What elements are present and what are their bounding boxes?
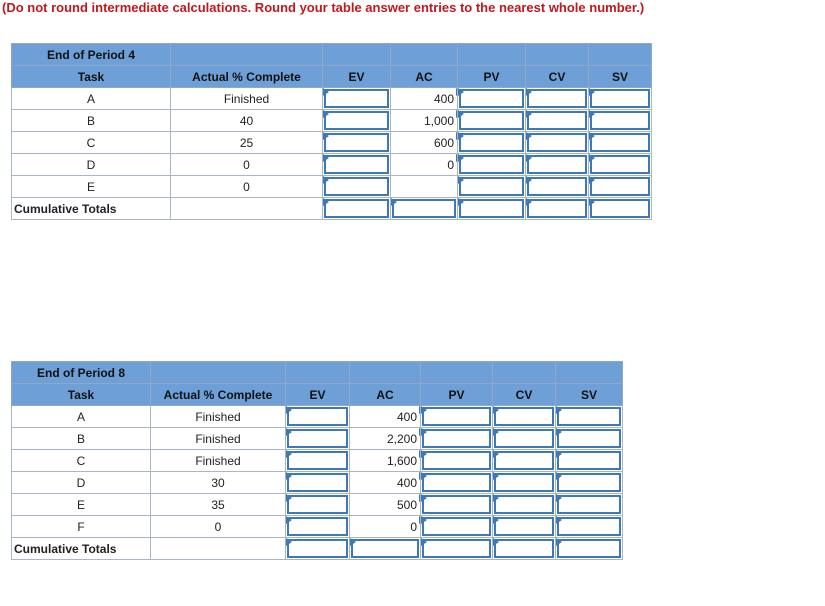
ev-input[interactable]: [287, 429, 348, 448]
table-title: End of Period 8: [12, 362, 151, 384]
pv-input[interactable]: [459, 89, 524, 108]
pv-input[interactable]: [422, 429, 491, 448]
ev-input-cell[interactable]: [323, 154, 391, 176]
dropdown-arrow-icon: [286, 406, 292, 414]
table-title: End of Period 4: [12, 44, 171, 66]
actual-complete-value: Finished: [151, 450, 286, 472]
ev-input[interactable]: [324, 133, 389, 152]
header-cv: CV: [526, 66, 589, 88]
actual-complete-value: 40: [171, 110, 323, 132]
ac-value-text: 0: [447, 157, 454, 172]
cumulative-totals-label: Cumulative Totals: [12, 198, 171, 220]
pv-input[interactable]: [422, 407, 491, 426]
dropdown-arrow-icon: [556, 494, 562, 502]
header-cv: CV: [493, 384, 556, 406]
ev-total-input[interactable]: [324, 199, 389, 218]
ac-value: [391, 88, 458, 110]
totals-row: [12, 198, 652, 220]
pv-input[interactable]: [459, 111, 524, 130]
ev-input-cell[interactable]: [323, 110, 391, 132]
period-8-table: [11, 361, 623, 560]
dropdown-arrow-icon: [421, 406, 427, 414]
task-label: B: [12, 110, 171, 132]
sv-total-input[interactable]: [590, 199, 650, 218]
pv-input[interactable]: [422, 517, 491, 536]
task-label: A: [12, 88, 171, 110]
ac-value: [391, 154, 458, 176]
dropdown-arrow-icon: [458, 132, 464, 140]
ac-value-text: 400: [433, 91, 454, 106]
header-sv: SV: [556, 384, 623, 406]
cv-input-cell[interactable]: [526, 88, 589, 110]
dropdown-arrow-icon: [458, 88, 464, 96]
actual-complete-value: 0: [151, 516, 286, 538]
dropdown-arrow-icon: [421, 538, 427, 546]
dropdown-arrow-icon: [589, 154, 595, 162]
ac-total-input-cell[interactable]: [391, 198, 458, 220]
pv-input-cell[interactable]: [458, 154, 526, 176]
cv-input[interactable]: [494, 429, 554, 448]
dropdown-arrow-icon: [323, 176, 329, 184]
dropdown-arrow-icon: [589, 132, 595, 140]
pv-input-cell[interactable]: [421, 428, 493, 450]
sv-total-input[interactable]: [557, 539, 621, 558]
task-label: D: [12, 154, 171, 176]
actual-complete-value: Finished: [151, 406, 286, 428]
ev-input[interactable]: [324, 89, 389, 108]
cv-input[interactable]: [527, 177, 587, 196]
pv-input[interactable]: [459, 133, 524, 152]
ev-input[interactable]: [324, 155, 389, 174]
dropdown-arrow-icon: [323, 198, 329, 206]
ac-input-cell[interactable]: [391, 176, 458, 198]
header-task: Task: [12, 66, 171, 88]
pv-input-cell[interactable]: [421, 406, 493, 428]
task-label: A: [12, 406, 151, 428]
ev-total-input[interactable]: [287, 539, 348, 558]
dropdown-arrow-icon: [323, 132, 329, 140]
ev-total-input-cell[interactable]: [286, 538, 350, 560]
ac-value: [350, 406, 421, 428]
sv-input[interactable]: [557, 407, 621, 426]
cv-input-cell[interactable]: [493, 406, 556, 428]
pv-total-input-cell[interactable]: [421, 538, 493, 560]
ac-value: [350, 450, 421, 472]
task-label: C: [12, 132, 171, 154]
sv-input-cell[interactable]: [556, 516, 623, 538]
ev-total-input-cell[interactable]: [323, 198, 391, 220]
cv-input-cell[interactable]: [526, 176, 589, 198]
sv-input-cell[interactable]: [589, 154, 652, 176]
dropdown-arrow-icon: [556, 450, 562, 458]
task-label: B: [12, 428, 151, 450]
ac-value: [350, 472, 421, 494]
task-label: E: [12, 176, 171, 198]
totals-row: [12, 538, 623, 560]
pv-total-input-cell[interactable]: [458, 198, 526, 220]
dropdown-arrow-icon: [458, 198, 464, 206]
dropdown-arrow-icon: [323, 154, 329, 162]
ac-value-text: 1,600: [386, 453, 417, 468]
cv-input[interactable]: [494, 495, 554, 514]
pv-input-cell[interactable]: [458, 176, 526, 198]
sv-input-cell[interactable]: [589, 176, 652, 198]
cv-total-input[interactable]: [527, 199, 587, 218]
pv-total-input[interactable]: [422, 539, 491, 558]
dropdown-arrow-icon: [350, 538, 356, 546]
sv-total-input-cell[interactable]: [589, 198, 652, 220]
dropdown-arrow-icon: [493, 494, 499, 502]
pv-total-input[interactable]: [459, 199, 524, 218]
dropdown-arrow-icon: [589, 110, 595, 118]
actual-complete-value: 0: [171, 154, 323, 176]
dropdown-arrow-icon: [421, 450, 427, 458]
dropdown-arrow-icon: [286, 450, 292, 458]
table-row: [12, 494, 623, 516]
ev-input[interactable]: [287, 451, 348, 470]
dropdown-arrow-icon: [458, 110, 464, 118]
header-task: Task: [12, 384, 151, 406]
dropdown-arrow-icon: [421, 494, 427, 502]
cv-input-cell[interactable]: [493, 450, 556, 472]
pv-input-cell[interactable]: [421, 494, 493, 516]
header-ev: EV: [323, 66, 391, 88]
dropdown-arrow-icon: [286, 472, 292, 480]
header-ac: AC: [391, 66, 458, 88]
table-row: [12, 176, 652, 198]
ev-input-cell[interactable]: [286, 450, 350, 472]
ev-input-cell[interactable]: [323, 132, 391, 154]
task-label: D: [12, 472, 151, 494]
pv-input-cell[interactable]: [421, 516, 493, 538]
sv-input-cell[interactable]: [589, 110, 652, 132]
ac-value: [350, 428, 421, 450]
ac-value: [391, 110, 458, 132]
ac-value-text: 2,200: [386, 431, 417, 446]
dropdown-arrow-icon: [556, 472, 562, 480]
actual-complete-value: Finished: [151, 428, 286, 450]
table-row: [12, 406, 623, 428]
ev-input[interactable]: [287, 407, 348, 426]
sv-input-cell[interactable]: [589, 88, 652, 110]
sv-input-cell[interactable]: [556, 472, 623, 494]
cv-total-input[interactable]: [494, 539, 554, 558]
dropdown-arrow-icon: [458, 176, 464, 184]
sv-input[interactable]: [590, 89, 650, 108]
dropdown-arrow-icon: [458, 154, 464, 162]
dropdown-arrow-icon: [391, 198, 397, 206]
cv-input[interactable]: [527, 155, 587, 174]
dropdown-arrow-icon: [556, 406, 562, 414]
actual-complete-value: 35: [151, 494, 286, 516]
dropdown-arrow-icon: [421, 516, 427, 524]
dropdown-arrow-icon: [556, 428, 562, 436]
ev-input-cell[interactable]: [286, 472, 350, 494]
header-pv: PV: [421, 384, 493, 406]
ac-value: [391, 132, 458, 154]
ev-input[interactable]: [324, 111, 389, 130]
dropdown-arrow-icon: [323, 88, 329, 96]
sv-total-input-cell[interactable]: [556, 538, 623, 560]
ev-input-cell[interactable]: [286, 516, 350, 538]
ev-input-cell[interactable]: [286, 428, 350, 450]
cv-total-input-cell[interactable]: [493, 538, 556, 560]
ac-value-text: 1,000: [423, 113, 454, 128]
pv-input[interactable]: [459, 177, 524, 196]
ac-total-input[interactable]: [392, 199, 456, 218]
table-row: [12, 110, 652, 132]
dropdown-arrow-icon: [286, 494, 292, 502]
cv-input[interactable]: [494, 517, 554, 536]
dropdown-arrow-icon: [589, 198, 595, 206]
ev-input[interactable]: [287, 495, 348, 514]
sv-input[interactable]: [590, 155, 650, 174]
period-4-table: [11, 43, 652, 220]
cv-input[interactable]: [494, 473, 554, 492]
task-label: C: [12, 450, 151, 472]
ev-input[interactable]: [287, 473, 348, 492]
dropdown-arrow-icon: [286, 516, 292, 524]
table-row: [12, 132, 652, 154]
sv-input[interactable]: [557, 517, 621, 536]
table-row: [12, 154, 652, 176]
dropdown-arrow-icon: [493, 538, 499, 546]
ac-value-text: 500: [396, 497, 417, 512]
ac-value-text: 400: [396, 475, 417, 490]
cumulative-totals-label: Cumulative Totals: [12, 538, 151, 560]
pv-input[interactable]: [422, 473, 491, 492]
sv-input-cell[interactable]: [589, 132, 652, 154]
dropdown-arrow-icon: [493, 406, 499, 414]
sv-input-cell[interactable]: [556, 494, 623, 516]
dropdown-arrow-icon: [526, 176, 532, 184]
ac-total-input[interactable]: [351, 539, 419, 558]
header-actual-complete: Actual % Complete: [171, 66, 323, 88]
dropdown-arrow-icon: [493, 450, 499, 458]
cv-input-cell[interactable]: [526, 154, 589, 176]
pv-input-cell[interactable]: [458, 110, 526, 132]
ac-value: [350, 516, 421, 538]
ev-input[interactable]: [324, 177, 389, 196]
cv-input[interactable]: [527, 133, 587, 152]
sv-input[interactable]: [590, 111, 650, 130]
ev-input[interactable]: [287, 517, 348, 536]
dropdown-arrow-icon: [421, 428, 427, 436]
dropdown-arrow-icon: [556, 516, 562, 524]
task-label: F: [12, 516, 151, 538]
dropdown-arrow-icon: [526, 110, 532, 118]
cv-input[interactable]: [494, 451, 554, 470]
pv-input-cell[interactable]: [421, 450, 493, 472]
dropdown-arrow-icon: [493, 472, 499, 480]
header-actual-complete: Actual % Complete: [151, 384, 286, 406]
dropdown-arrow-icon: [589, 176, 595, 184]
dropdown-arrow-icon: [526, 198, 532, 206]
header-pv: PV: [458, 66, 526, 88]
sv-input[interactable]: [590, 133, 650, 152]
task-label: E: [12, 494, 151, 516]
dropdown-arrow-icon: [526, 132, 532, 140]
ev-input-cell[interactable]: [323, 88, 391, 110]
dropdown-arrow-icon: [556, 538, 562, 546]
pv-input-cell[interactable]: [458, 88, 526, 110]
sv-input-cell[interactable]: [556, 406, 623, 428]
cv-input-cell[interactable]: [493, 472, 556, 494]
cv-input-cell[interactable]: [526, 132, 589, 154]
ev-input-cell[interactable]: [286, 406, 350, 428]
actual-complete-value: Finished: [171, 88, 323, 110]
instruction-text: (Do not round intermediate calculations. Round your table answer entries to the nearest whole number.): [2, 0, 645, 15]
header-ev: EV: [286, 384, 350, 406]
cv-input-cell[interactable]: [526, 110, 589, 132]
dropdown-arrow-icon: [323, 110, 329, 118]
sv-input[interactable]: [557, 451, 621, 470]
dropdown-arrow-icon: [286, 428, 292, 436]
sv-input-cell[interactable]: [556, 450, 623, 472]
table-row: [12, 516, 623, 538]
dropdown-arrow-icon: [589, 88, 595, 96]
cv-input-cell[interactable]: [493, 516, 556, 538]
cv-input-cell[interactable]: [493, 494, 556, 516]
table-row: [12, 88, 652, 110]
cv-input-cell[interactable]: [493, 428, 556, 450]
pv-input[interactable]: [459, 155, 524, 174]
sv-input[interactable]: [557, 473, 621, 492]
table-row: [12, 450, 623, 472]
cv-input[interactable]: [527, 89, 587, 108]
dropdown-arrow-icon: [286, 538, 292, 546]
cv-total-input-cell[interactable]: [526, 198, 589, 220]
ev-input-cell[interactable]: [323, 176, 391, 198]
ev-input-cell[interactable]: [286, 494, 350, 516]
cv-input[interactable]: [494, 407, 554, 426]
dropdown-arrow-icon: [526, 154, 532, 162]
header-sv: SV: [589, 66, 652, 88]
sv-input[interactable]: [557, 495, 621, 514]
pv-input[interactable]: [422, 451, 491, 470]
dropdown-arrow-icon: [493, 516, 499, 524]
pv-input-cell[interactable]: [421, 472, 493, 494]
ac-value-text: 400: [396, 409, 417, 424]
ac-value-text: 600: [433, 135, 454, 150]
dropdown-arrow-icon: [421, 472, 427, 480]
sv-input-cell[interactable]: [556, 428, 623, 450]
actual-complete-value: 0: [171, 176, 323, 198]
sv-input[interactable]: [590, 177, 650, 196]
ac-value-text: 0: [410, 519, 417, 534]
cv-input[interactable]: [527, 111, 587, 130]
header-ac: AC: [350, 384, 421, 406]
table-row: [12, 472, 623, 494]
ac-total-input-cell[interactable]: [350, 538, 421, 560]
actual-complete-value: 25: [171, 132, 323, 154]
pv-input[interactable]: [422, 495, 491, 514]
sv-input[interactable]: [557, 429, 621, 448]
table-row: [12, 428, 623, 450]
dropdown-arrow-icon: [493, 428, 499, 436]
ac-value: [350, 494, 421, 516]
actual-complete-value: 30: [151, 472, 286, 494]
pv-input-cell[interactable]: [458, 132, 526, 154]
dropdown-arrow-icon: [526, 88, 532, 96]
